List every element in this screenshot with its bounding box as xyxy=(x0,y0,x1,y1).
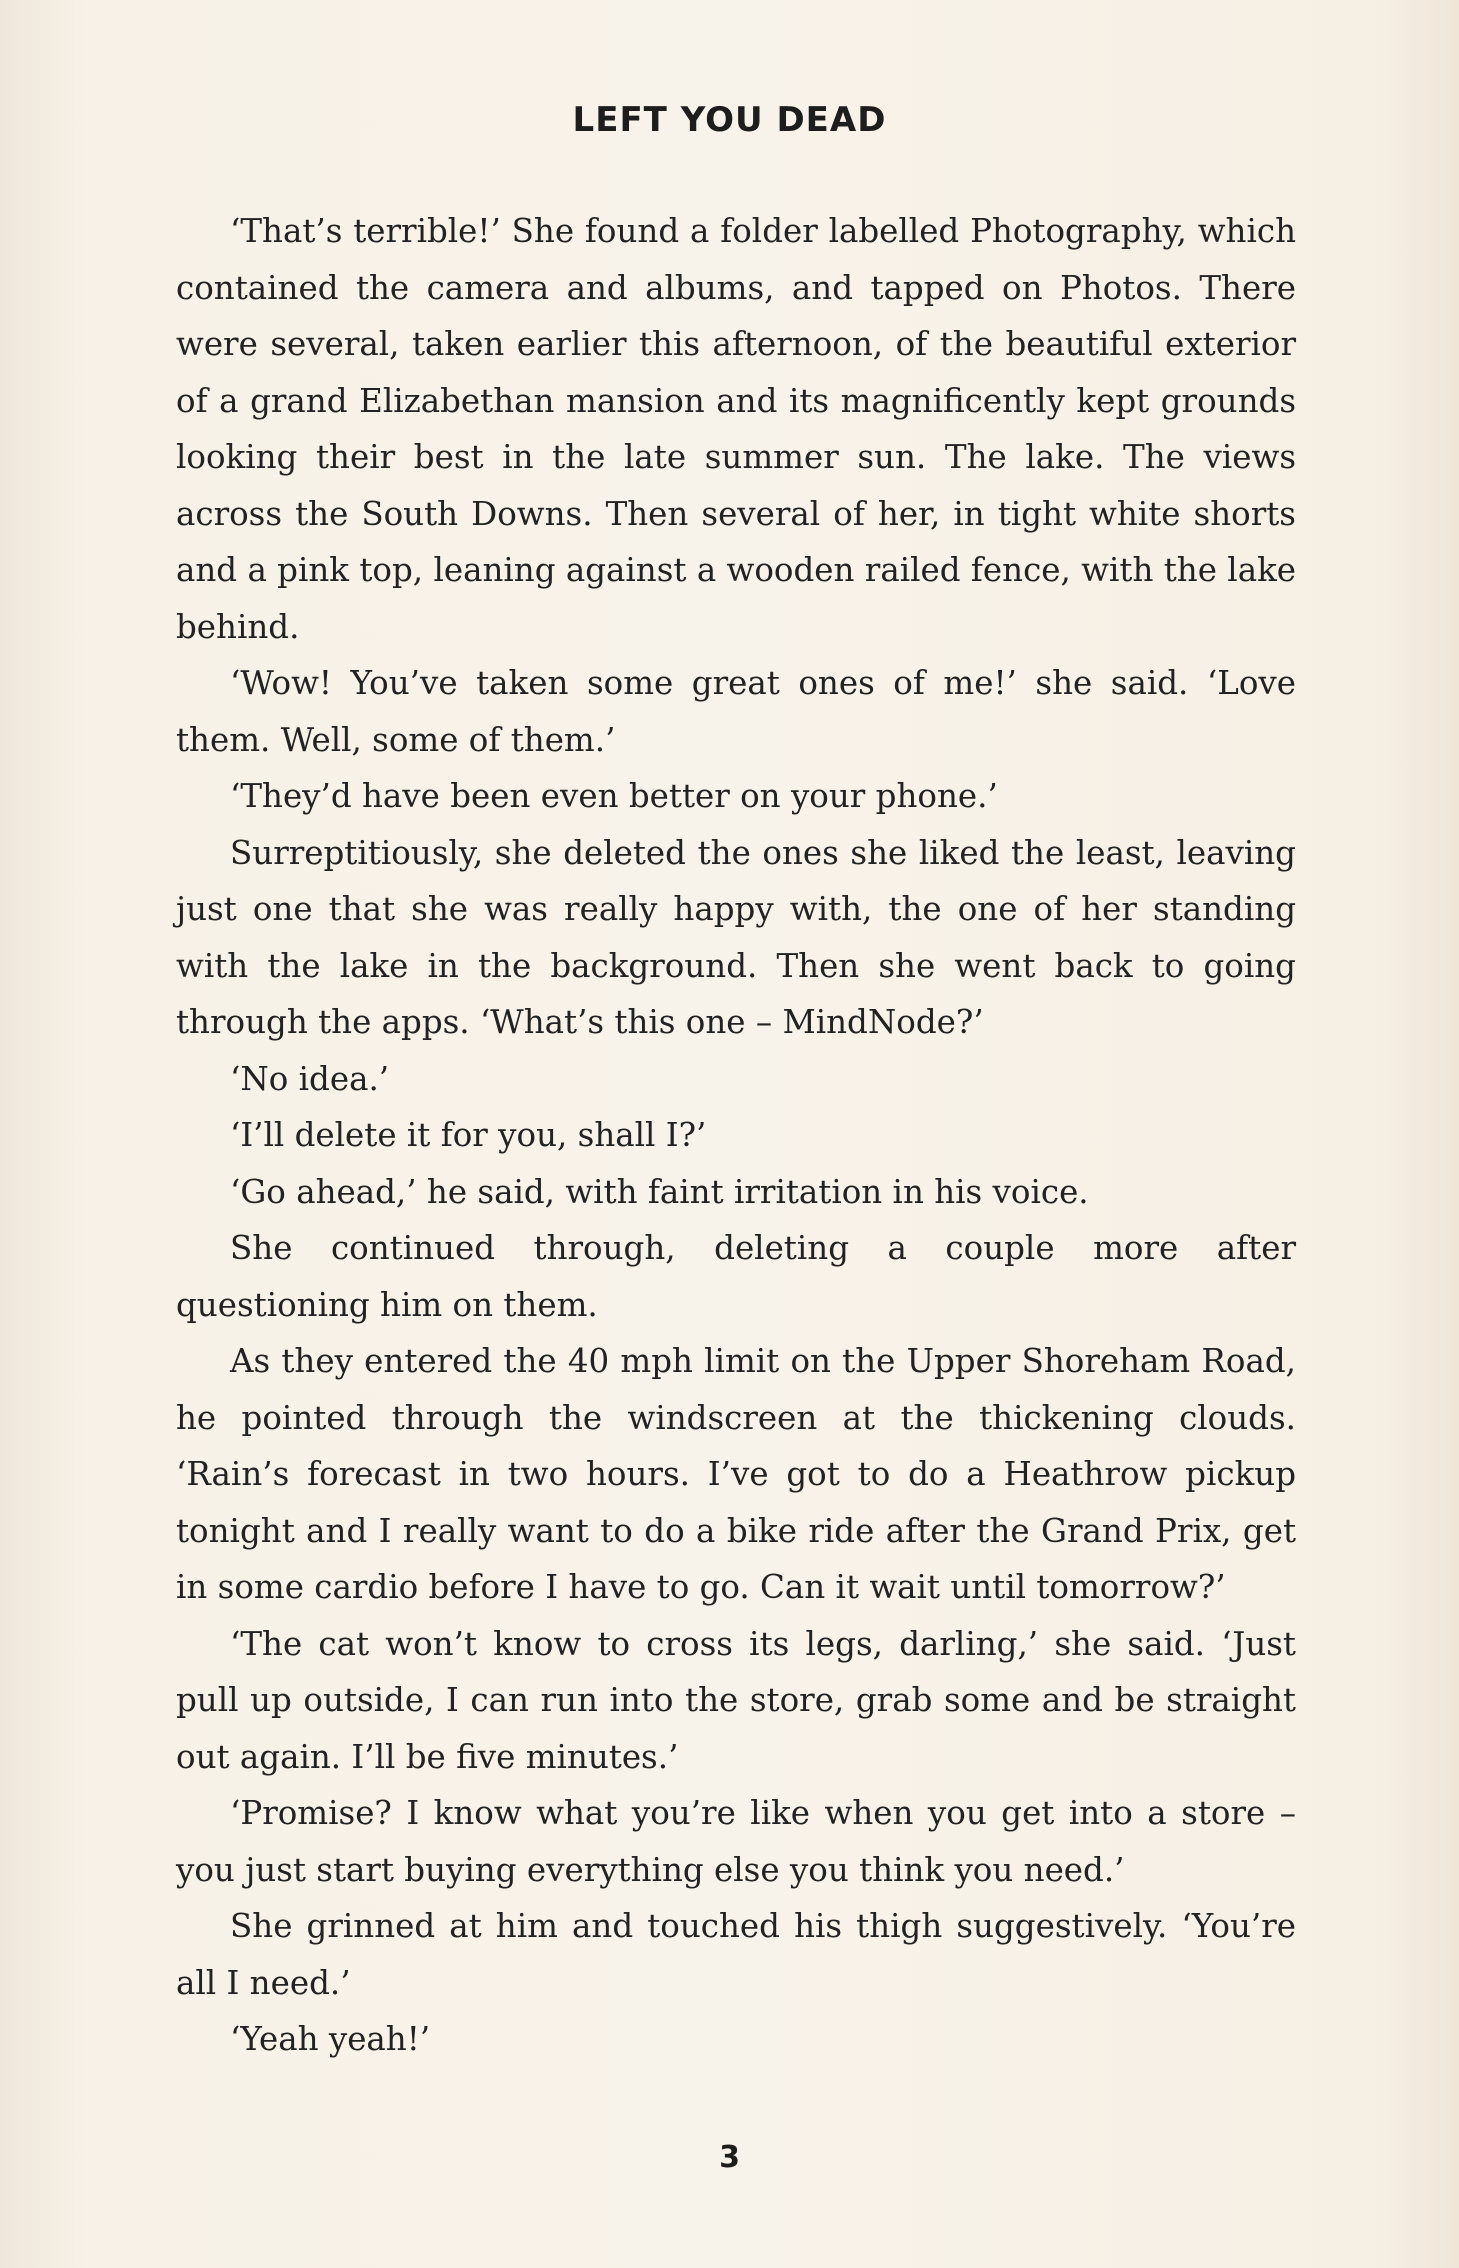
paragraph: ‘Wow! You’ve taken some great ones of me!’ she said. ‘Love them. Well, some of them.’ xyxy=(176,664,1296,759)
running-head: LEFT YOU DEAD xyxy=(572,100,887,140)
page-number: 3 xyxy=(719,2140,740,2175)
paragraph: ‘They’d have been even better on your phone.’ xyxy=(230,777,998,815)
paragraph: ‘Promise? I know what you’re like when you get into a store – you just start buying everything else you think you need.’ xyxy=(176,1794,1296,1889)
paragraph: Surreptitiously, she deleted the ones she liked the least, leaving just one that she was really happy with, the one of her standing with the lake in the background. Then she went back to going through the apps. ‘What’s this one – MindNode?’ xyxy=(176,833,1296,1041)
body-text xyxy=(176,203,1296,2068)
paragraph: ‘Yeah yeah!’ xyxy=(230,2020,431,2058)
paragraph: ‘I’ll delete it for you, shall I?’ xyxy=(230,1116,707,1154)
paragraph: ‘Go ahead,’ he said, with faint irritation in his voice. xyxy=(230,1172,1089,1211)
paragraph: ‘No idea.’ xyxy=(230,1059,390,1098)
paragraph: As they entered the 40 mph limit on the Upper Shoreham Road, he pointed through the windscreen at the thickening clouds. ‘Rain’s forecast in two hours. I’ve got to do a Heathrow pickup tonight and I really want to do a bike ride after the Grand Prix, get in some cardio before I have to go. Can it wait until tomorrow?’ xyxy=(176,1342,1296,1606)
paragraph: She grinned at him and touched his thigh suggestively. ‘You’re all I need.’ xyxy=(176,1907,1296,2002)
paragraph: She continued through, deleting a couple more after questioning him on them. xyxy=(176,1229,1296,1324)
paragraph: ‘The cat won’t know to cross its legs, darling,’ she said. ‘Just pull up outside, I can run into the store, grab some and be straight out again. I’ll be five minutes.’ xyxy=(176,1624,1296,1776)
paragraph: ‘That’s terrible!’ She found a folder labelled Photography, which contained the camera and albums, and tapped on Photos. There were several, taken earlier this afternoon, of the beautiful exterior of a grand Elizabethan mansion and its magnificently kept grounds looking their best in the late summer sun. The lake. The views across the South Downs. Then several of her, in tight white shorts and a pink top, leaning against a wooden railed fence, with the lake behind. xyxy=(176,212,1296,646)
